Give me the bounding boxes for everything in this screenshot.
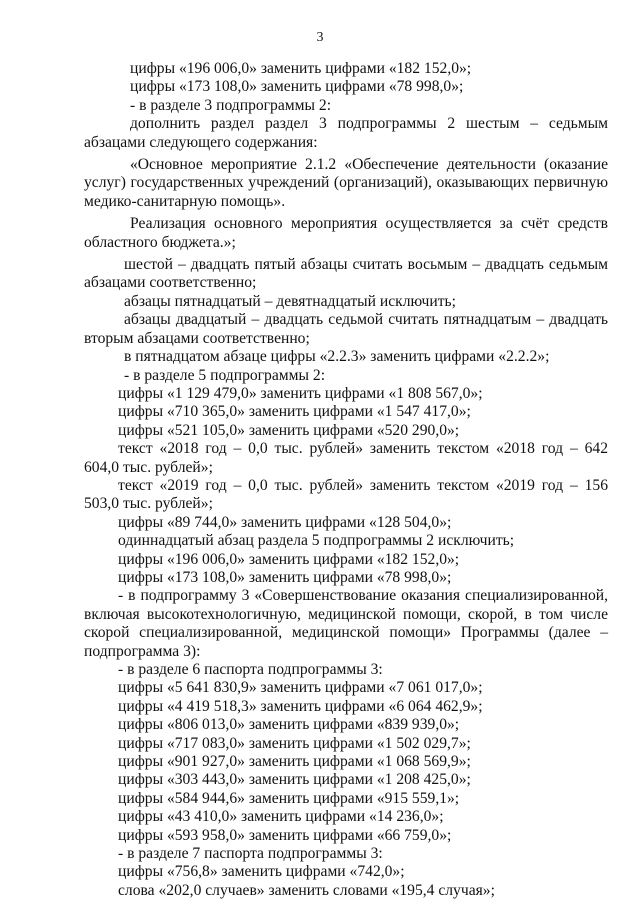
paragraph: в пятнадцатом абзаце цифры «2.2.3» заменить цифрами «2.2.2»; bbox=[124, 348, 550, 366]
page-number: 3 bbox=[316, 30, 324, 45]
paragraph: абзацы пятнадцатый – девятнадцатый исключить; bbox=[124, 292, 457, 310]
paragraph: Реализация основного мероприятия осуществляется за счёт средств областного бюджета.»; bbox=[84, 215, 608, 251]
paragraph: текст «2019 год – 0,0 тыс. рублей» заменить текстом «2019 год – 156 503,0 тыс. рублей»; bbox=[84, 476, 608, 513]
paragraph: цифры «173 108,0» заменить цифрами «78 998,0»; bbox=[130, 78, 464, 96]
paragraph: цифры «196 006,0» заменить цифрами «182 152,0»; bbox=[118, 550, 460, 568]
paragraph: цифры «173 108,0» заменить цифрами «78 998,0»; bbox=[118, 568, 452, 586]
paragraph: цифры «1 129 479,0» заменить цифрами «1 808 567,0»; bbox=[118, 384, 483, 402]
paragraph: - в разделе 7 паспорта подпрограммы 3: bbox=[118, 845, 383, 863]
paragraph: «Основное мероприятие 2.1.2 «Обеспечение деятельности (оказание услуг) государственных учреждений (организаций), оказывающих первичную медико-санитарную помощь». bbox=[84, 156, 608, 210]
paragraph: цифры «806 013,0» заменить цифрами «839 939,0»; bbox=[118, 716, 460, 734]
paragraph: цифры «43 410,0» заменить цифрами «14 236,0»; bbox=[118, 808, 444, 826]
paragraph: цифры «756,8» заменить цифрами «742,0»; bbox=[118, 863, 405, 881]
document-body bbox=[84, 60, 608, 900]
paragraph: цифры «593 958,0» заменить цифрами «66 759,0»; bbox=[118, 826, 452, 844]
paragraph: цифры «584 944,6» заменить цифрами «915 559,1»; bbox=[118, 789, 460, 807]
paragraph: цифры «89 744,0» заменить цифрами «128 504,0»; bbox=[118, 513, 452, 531]
paragraph: - в подпрограмму 3 «Совершенствование оказания специализированной, включая высокотехнологичную, медицинской помощи, скорой, в том числе скорой специализированной, медицинской помощи» Программы (далее – подпрограмма 3): bbox=[84, 587, 608, 660]
paragraph: - в разделе 3 подпрограммы 2: bbox=[130, 96, 332, 114]
paragraph: текст «2018 год – 0,0 тыс. рублей» заменить текстом «2018 год – 642 604,0 тыс. рублей»; bbox=[84, 440, 608, 476]
paragraph: дополнить раздел раздел 3 подпрограммы 2 шестым – седьмым абзацами следующего содержания: bbox=[84, 115, 608, 151]
paragraph: - в разделе 5 подпрограммы 2: bbox=[124, 366, 326, 384]
paragraph: одиннадцатый абзац раздела 5 подпрограммы 2 исключить; bbox=[118, 532, 515, 550]
paragraph: цифры «710 365,0» заменить цифрами «1 547 417,0»; bbox=[118, 403, 471, 421]
paragraph: цифры «717 083,0» заменить цифрами «1 502 029,7»; bbox=[118, 734, 471, 752]
paragraph: цифры «521 105,0» заменить цифрами «520 290,0»; bbox=[118, 421, 460, 439]
paragraph: - в разделе 6 паспорта подпрограммы 3: bbox=[118, 661, 383, 678]
paragraph: шестой – двадцать пятый абзацы считать восьмым – двадцать седьмым абзацами соответственно; bbox=[84, 256, 608, 292]
paragraph: цифры «4 419 518,3» заменить цифрами «6 064 462,9»; bbox=[118, 697, 483, 715]
paragraph: цифры «901 927,0» заменить цифрами «1 068 569,9»; bbox=[118, 753, 471, 771]
paragraph: цифры «5 641 830,9» заменить цифрами «7 061 017,0»; bbox=[118, 679, 483, 697]
paragraph: абзацы двадцатый – двадцать седьмой считать пятнадцатым – двадцать вторым абзацами соответственно; bbox=[84, 311, 608, 347]
paragraph: слова «202,0 случаев» заменить словами «195,4 случая»; bbox=[118, 881, 495, 899]
paragraph: цифры «303 443,0» заменить цифрами «1 208 425,0»; bbox=[118, 771, 471, 789]
paragraph: цифры «196 006,0» заменить цифрами «182 152,0»; bbox=[130, 60, 472, 77]
